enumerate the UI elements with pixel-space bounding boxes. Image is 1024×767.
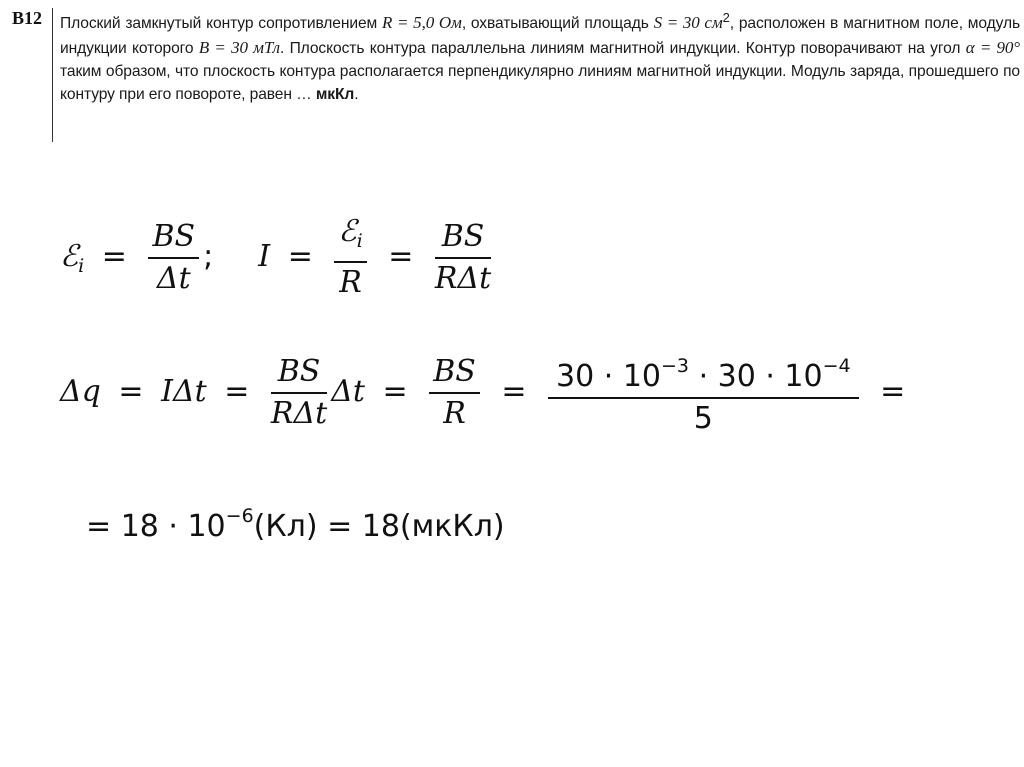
numeric-numerator-b: · 30 · 10 [689,359,823,394]
numerator-bs: BS [429,352,480,394]
equals-sign: = [382,374,408,409]
exponent-minus-4: −4 [822,355,851,377]
exponent-minus-6: −6 [225,505,254,527]
equals-sign: = [101,239,127,274]
problem-text-4: . Плоскость контура параллельна линиям магнитной индукции. Контур поворачивают на угол [279,39,966,57]
result-value: 18 · 10 [120,509,226,544]
emf-subscript: i [356,230,363,252]
problem-divider [52,8,53,142]
fraction-bs-rdt [435,217,491,299]
equals-sign: = [880,374,906,409]
emf-subscript: i [78,255,85,277]
fraction-bs-dt [148,217,199,299]
current-times-time: IΔt [161,374,207,409]
formula-result [86,505,505,544]
denominator-rdt: RΔt [434,260,492,296]
formula-charge [60,346,913,439]
fraction-numeric [548,346,859,439]
charge-symbol: Δq [60,374,101,409]
equals-sign: = [388,239,414,274]
problem-answer-unit: мкКл [315,86,355,104]
result-units: (Кл) = 18(мкКл) [253,509,505,544]
fraction-bs-r [429,352,480,434]
fraction-eps-r [334,212,366,303]
numeric-numerator-a: 30 · 10 [556,359,662,394]
numerator-bs: BS [148,217,199,259]
problem-statement [60,6,1020,107]
denominator-rdt: RΔt [270,395,328,431]
problem-text-1: Плоский замкнутый контур сопротивлением [60,15,383,33]
exponent-minus-3: −3 [661,355,690,377]
formula-emf-current [60,212,495,303]
problem-text-2: , охватывающий площадь [461,15,654,33]
problem-number: B12 [12,8,43,28]
equals-sign: = [501,374,527,409]
problem-area-exponent: 2 [722,10,730,25]
problem-angle: α = 90° [965,37,1020,57]
equals-sign: = [86,509,112,544]
problem-resistance: R = 5,0 Ом [382,13,462,33]
emf-symbol: ℰ [338,214,357,249]
problem-induction: B = 30 мТл [198,37,280,57]
numerator-bs: BS [271,352,327,394]
numerator-bs: BS [435,217,491,259]
equals-sign: = [224,374,250,409]
emf-symbol: ℰ [60,239,79,274]
equals-sign: = [118,374,144,409]
problem-text-5: таким образом, что плоскость контура располагается перпендикулярно линиям магнитной индукции. Модуль заряда, прошедшего по контуру при его повороте, равен … [60,63,1020,104]
numeric-denominator: 5 [693,401,713,436]
denominator-r: R [339,265,362,300]
problem-area: S = 30 см [653,13,723,33]
problem-text-6: . [354,86,359,104]
delta-t: Δt [331,374,365,409]
denominator-dt: Δt [156,260,191,296]
problem-text-3: , расположен в магнитном поле, модуль индукции которого [60,15,1020,57]
equals-sign: = [287,239,313,274]
semicolon: ; [203,239,214,274]
current-symbol: I [258,239,271,274]
fraction-bs-rdt [271,352,327,434]
denominator-r: R [443,395,466,431]
problem-block [8,4,1022,144]
